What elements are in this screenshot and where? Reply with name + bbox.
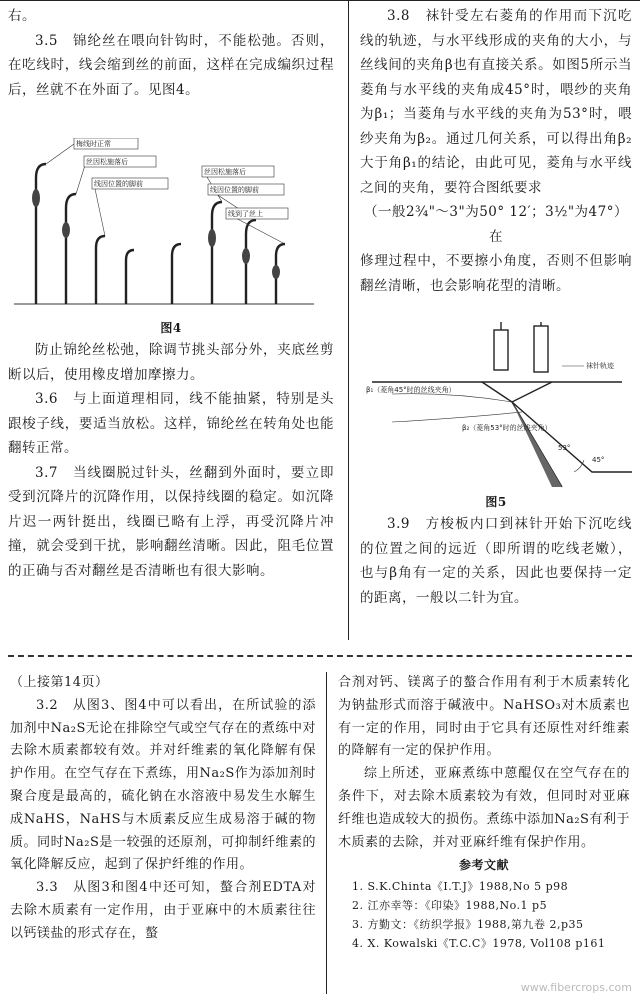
paragraph-conclusion: 综上所述，亚麻煮练中蒽醌仅在空气存在的条件下，对去除木质素较为有效，但同时对亚麻纤维也造成较大的损伤。煮练中添加Na₂S有利于木质素的去除，并对亚麻纤维有保护作用。	[338, 766, 630, 850]
paragraph-3-5: 3.5 锦纶丝在喂向针钩时，不能松弛。否则，在吃线时，线会缩到丝的前面，这样在完成编织过程后，丝就不在外面了。见图4。	[8, 32, 334, 98]
paragraph-continuation: 右。	[8, 8, 36, 24]
left-column-top-lower	[8, 318, 334, 583]
paragraph-3-2: 3.2 从图3、图4中可以看出，在所试验的添加剂中Na₂S无论在排除空气或空气存在的煮练中对去除木质素都较有效。并对纤维素的氧化降解有保护作用。在空气存在下煮练，用Na₂S作为添加剂时聚合度是最高的，硫化钠在水溶液中易发生水解生成NaHS，NaHS与木质素反应生成易溶于碱的物质。同时Na₂S是一较强的还原剂，可抑制纤维素的氧化降解反应，起到了保护纤维的作用。	[10, 697, 316, 873]
left-column-top	[8, 4, 334, 102]
continued-from: （上接第14页）	[10, 675, 109, 690]
paragraph-3-9: 3.9 方梭板内口到袜针开始下沉吃线的位置之间的远近（即所谓的吃线老嫩），也与β角有一定的关系，因此也要保持一定的距离，一般以二针为宜。	[360, 516, 632, 606]
paragraph-rubber: 防止锦纶丝松弛，除调节挑头部分外，夹底丝剪断以后，使用橡皮增加摩擦力。	[8, 342, 334, 383]
fig4-label-1: 梅线时正常	[76, 140, 111, 148]
left-column-bottom	[10, 672, 316, 946]
column-divider-top	[348, 0, 349, 640]
fig5-label-45: 45°	[592, 456, 605, 464]
paragraph-3-8: 3.8 袜针受左右菱角的作用而下沉吃线的轨迹，与水平线形成的夹角的大小，与丝线间的夹角β也有直接关系。如图5所示当菱角与水平线的夹角成45°时，喂纱的夹角为β₁；当菱角与水平线的夹角为53°时，喂纱夹角为β₂。通过几何关系，可以得出角β₂大于角β₁的结论，由此可见，菱角与水平线之间的夹角，要符合图纸要求	[360, 8, 632, 196]
figure-4-caption: 图4	[160, 321, 182, 335]
references-list	[338, 877, 630, 953]
paragraph-repair: 修理过程中，不要擦小角度，否则不但影响翻丝清晰，也会影响花型的清晰。	[360, 253, 632, 294]
fig5-label-beta2: β₂（菱角53°时的丝线夹角）	[462, 424, 552, 432]
right-column-top-lower	[360, 492, 632, 610]
section-separator	[8, 655, 632, 657]
column-divider-bottom	[326, 672, 327, 994]
fig4-label-2: 丝因松施落后	[86, 158, 128, 166]
fig5-label-53: 53°	[558, 444, 571, 452]
reference-item: 2. 江亦幸等：《印染》1988,No.1 p5	[352, 899, 548, 913]
fig5-label-beta1: β₁（菱角45°时的丝线夹角）	[366, 386, 456, 394]
references-title: 参考文献	[458, 858, 509, 873]
paragraph-chelation: 合剂对钙、镁离子的螯合作用有利于木质素转化为钠盐形式而溶于碱液中。NaHSO₃对木质素也有一定的作用，同时由于它具有还原性对纤维素的降解有一定的保护作用。	[338, 675, 630, 759]
right-column-bottom	[338, 672, 630, 953]
fig4-label-4: 丝因松施落后	[204, 168, 246, 176]
fig4-label-3: 线因位置的脚前	[94, 180, 143, 188]
fig5-label-needle-path: 袜针轨迹	[586, 362, 614, 370]
reference-item: 3. 方勤文：《纺织学报》1988,第九卷 2,p35	[352, 918, 584, 932]
right-column-top	[360, 4, 632, 298]
fig4-label-6: 线到了丝上	[228, 210, 263, 218]
reference-item: 1. S.K.Chinta《I.T.J》1988,No 5 p98	[352, 880, 569, 894]
paragraph-3-6: 3.6 与上面道理相同，线不能抽紧，特别是头跟梭子线，要适当放松。这样，锦纶丝在转角处也能翻转正常。	[8, 391, 334, 456]
paragraph-3-7: 3.7 当线圈脱过针头，丝翻到外面时，要立即受到沉降片的沉降作用，以保持线圈的稳定。如沉降片迟一两针挺出，线圈已略有上浮，再受沉降片冲撞，就会受到干扰，影响翻丝清晰。因此，阻毛位置的正确与否对翻丝是否清晰也有很大影响。	[8, 464, 334, 579]
top-rule	[0, 0, 640, 1]
reference-item: 4. X. Kowalski《T.C.C》1978, Vol108 p161	[352, 937, 606, 951]
fig4-label-5: 线因位置的脚前	[210, 186, 259, 194]
figure-5-caption: 图5	[485, 495, 507, 509]
watermark: www.fibercrops.com	[520, 981, 632, 994]
figure-4	[14, 138, 314, 318]
figure-5	[362, 322, 632, 492]
paragraph-3-3: 3.3 从图3和图4中还可知，螯合剂EDTA对去除木质素有一定作用，由于亚麻中的木质素往往以钙镁盐的形式存在，螯	[10, 880, 316, 941]
formula-line: （一般2¾"～3"为50° 12′；3½"为47°）在	[364, 204, 628, 245]
